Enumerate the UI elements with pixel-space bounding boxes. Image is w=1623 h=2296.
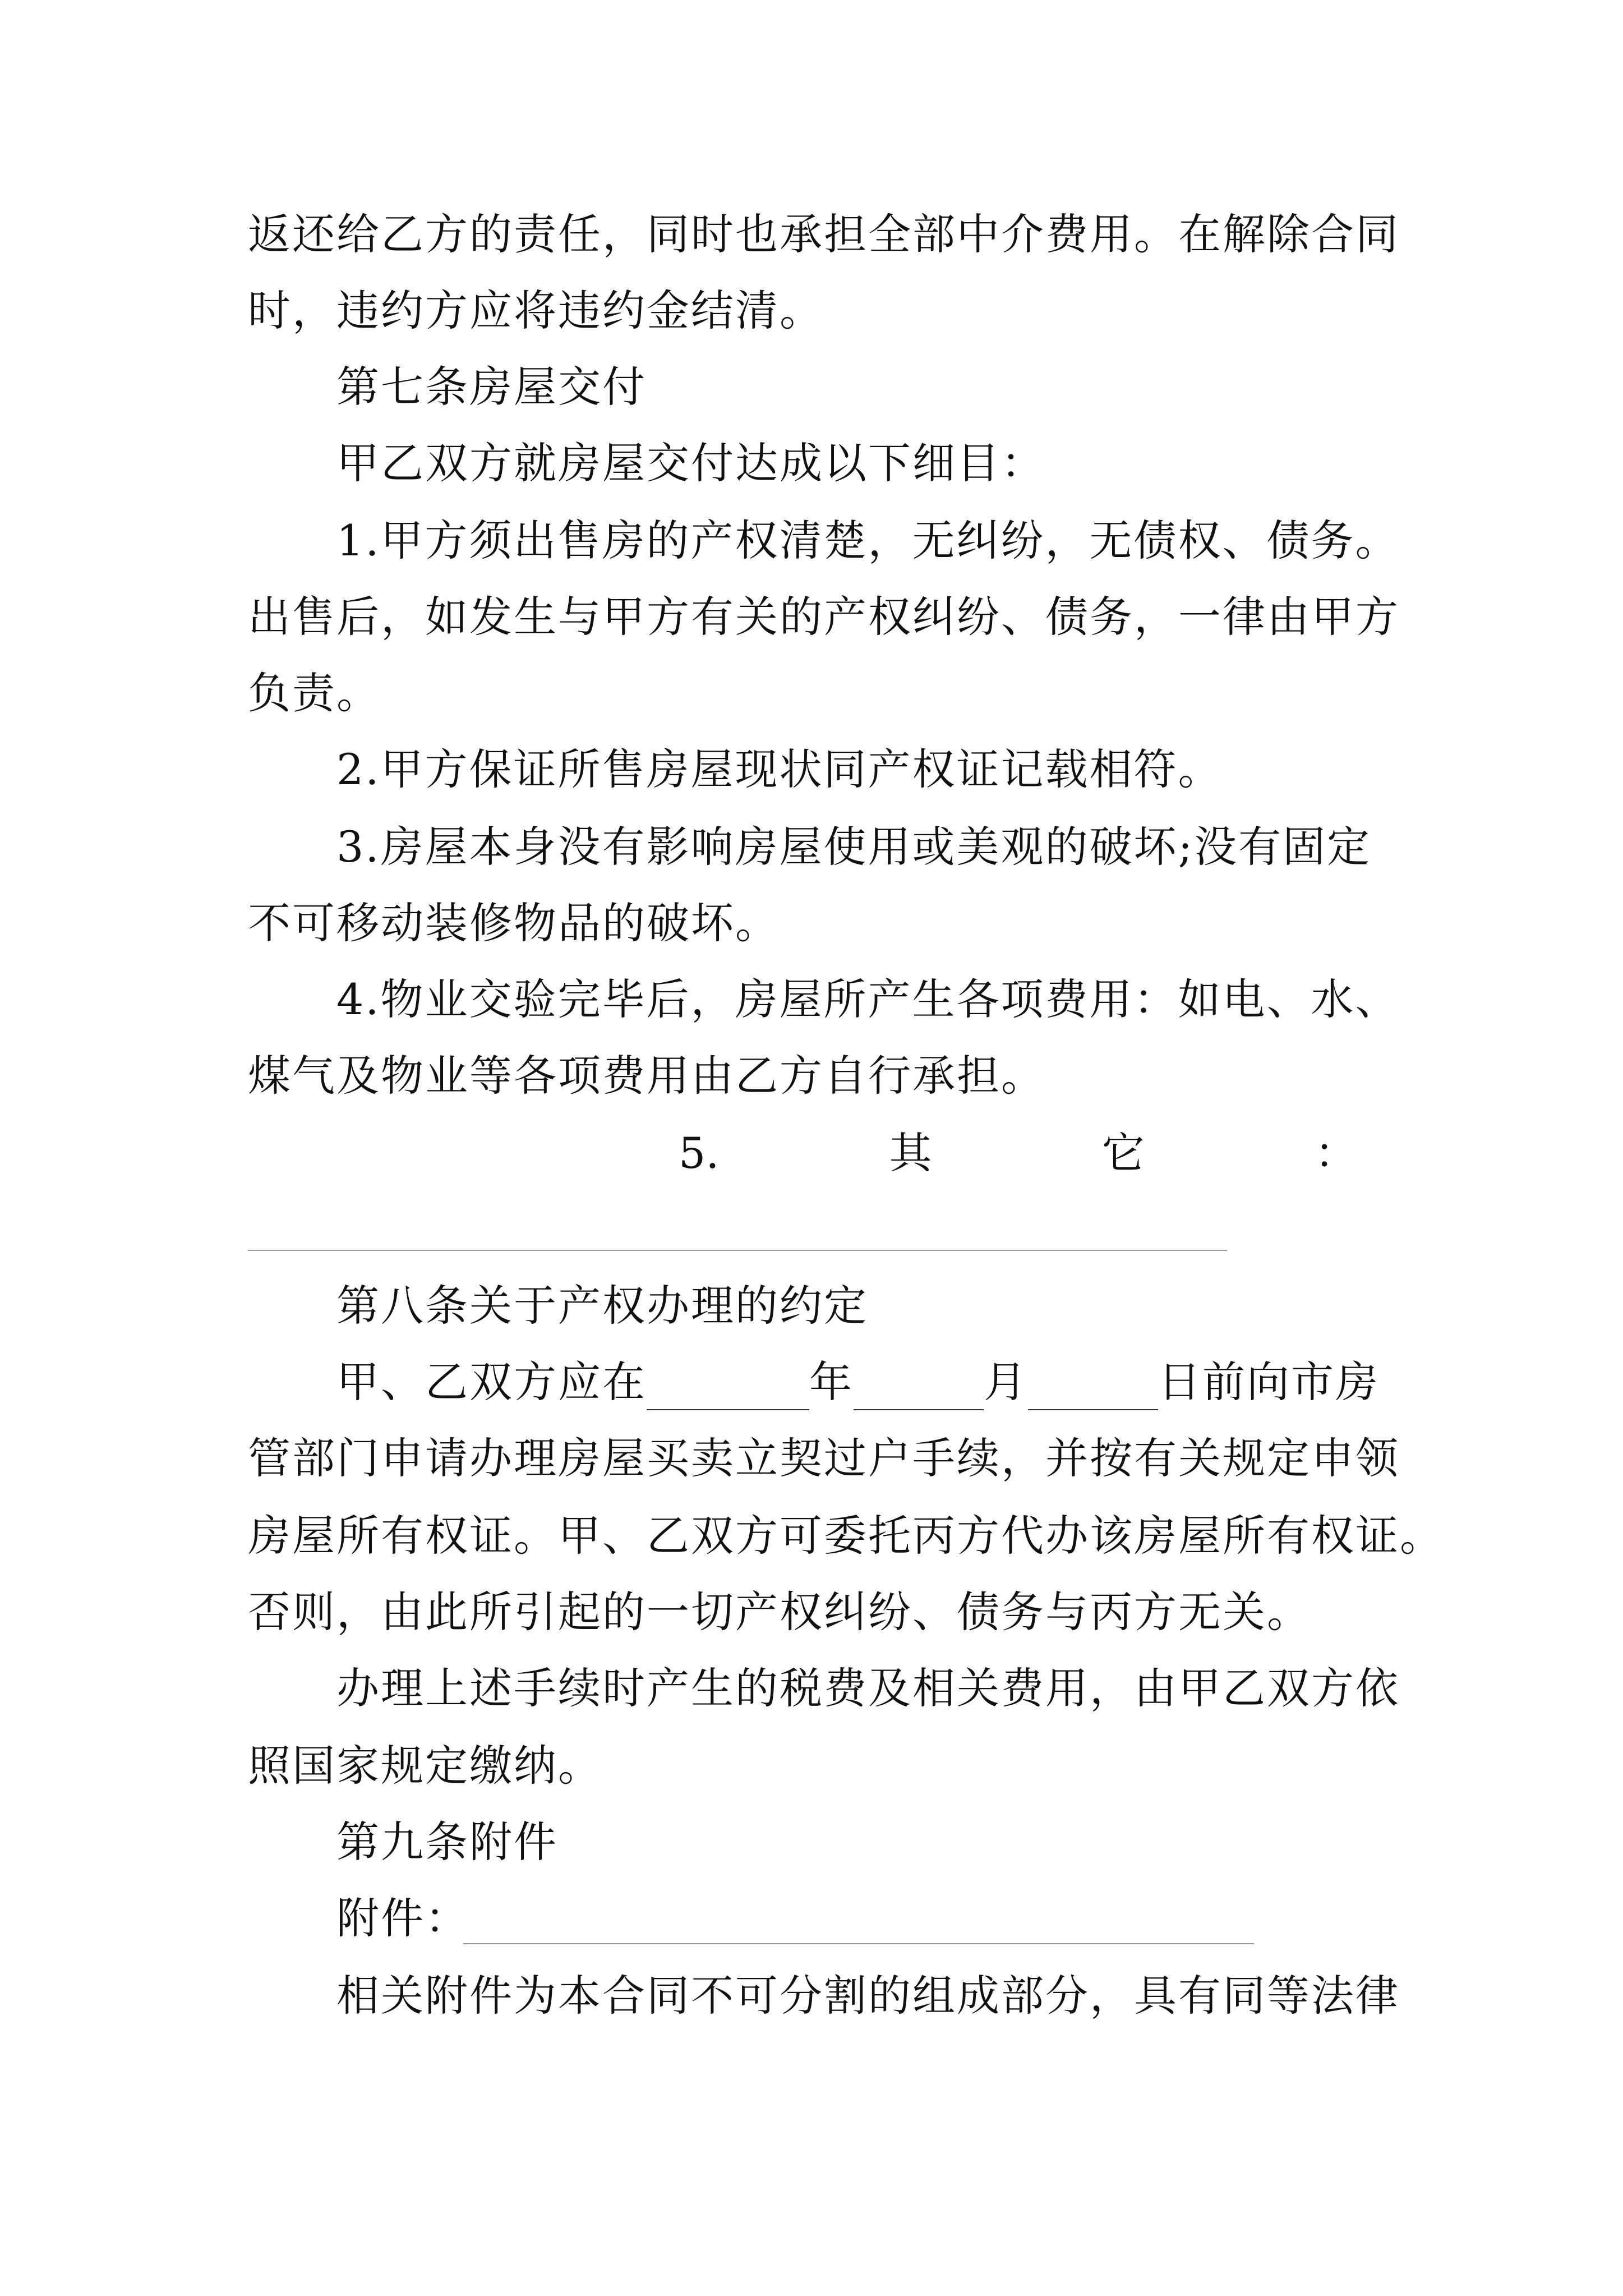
paragraph-line: 不可移动装修物品的破坏。: [248, 898, 780, 948]
item-5-colon: ：: [1314, 1128, 1357, 1178]
paragraph-line: 负责。: [248, 668, 381, 718]
date-line: 甲、乙双方应在 年 月 日前向市房: [336, 1354, 1380, 1410]
paragraph-line: 返还给乙方的责任，同时也承担全部中介费用。在解除合同: [248, 209, 1400, 259]
item-5-char: 其: [889, 1128, 932, 1178]
paragraph-line: 时，违约方应将违约金结清。: [248, 286, 824, 335]
item-5-char: 它: [1101, 1128, 1145, 1178]
paragraph-line: 房屋所有权证。甲、乙双方可委托丙方代办该房屋所有权证。: [248, 1511, 1444, 1561]
article-9-title: 第九条附件: [336, 1817, 558, 1867]
month-blank: [854, 1370, 984, 1410]
list-item-3: 3.房屋本身没有影响房屋使用或美观的破坏;没有固定: [336, 822, 1372, 872]
item-5-number: 5.: [679, 1128, 720, 1178]
paragraph-line: 出售后，如发生与甲方有关的产权纠纷、债务，一律由甲方: [248, 592, 1400, 642]
paragraph-line: 照国家规定缴纳。: [248, 1741, 602, 1791]
list-item-1: 1.甲方须出售房的产权清楚，无纠纷，无债权、债务。: [336, 516, 1400, 565]
day-blank: [1028, 1370, 1158, 1410]
attachment-label: 附件：: [336, 1893, 469, 1943]
paragraph-line: 煤气及物业等各项费用由乙方自行承担。: [248, 1051, 1045, 1101]
paragraph-line: 管部门申请办理房屋买卖立契过户手续，并按有关规定申领: [248, 1433, 1400, 1483]
article-8-title: 第八条关于产权办理的约定: [336, 1281, 868, 1331]
paragraph-line: 否则，由此所引起的一切产权纠纷、债务与丙方无关。: [248, 1587, 1311, 1637]
list-item-5: [679, 1125, 1357, 1181]
list-item-4: 4.物业交验完毕后，房屋所产生各项费用：如电、水、: [336, 974, 1400, 1024]
year-blank: [647, 1370, 809, 1410]
fill-in-rule: [248, 1250, 1227, 1251]
paragraph-line: 相关附件为本合同不可分割的组成部分，具有同等法律: [336, 1971, 1400, 2021]
article-7-title: 第七条房屋交付: [336, 362, 647, 412]
list-item-2: 2.甲方保证所售房屋现状同产权证记载相符。: [336, 744, 1223, 794]
paragraph-line: 办理上述手续时产生的税费及相关费用，由甲乙双方依: [336, 1663, 1400, 1713]
attachment-blank: [463, 1943, 1254, 1944]
paragraph-line: 甲乙双方就房屋交付达成以下细目：: [336, 438, 1045, 488]
